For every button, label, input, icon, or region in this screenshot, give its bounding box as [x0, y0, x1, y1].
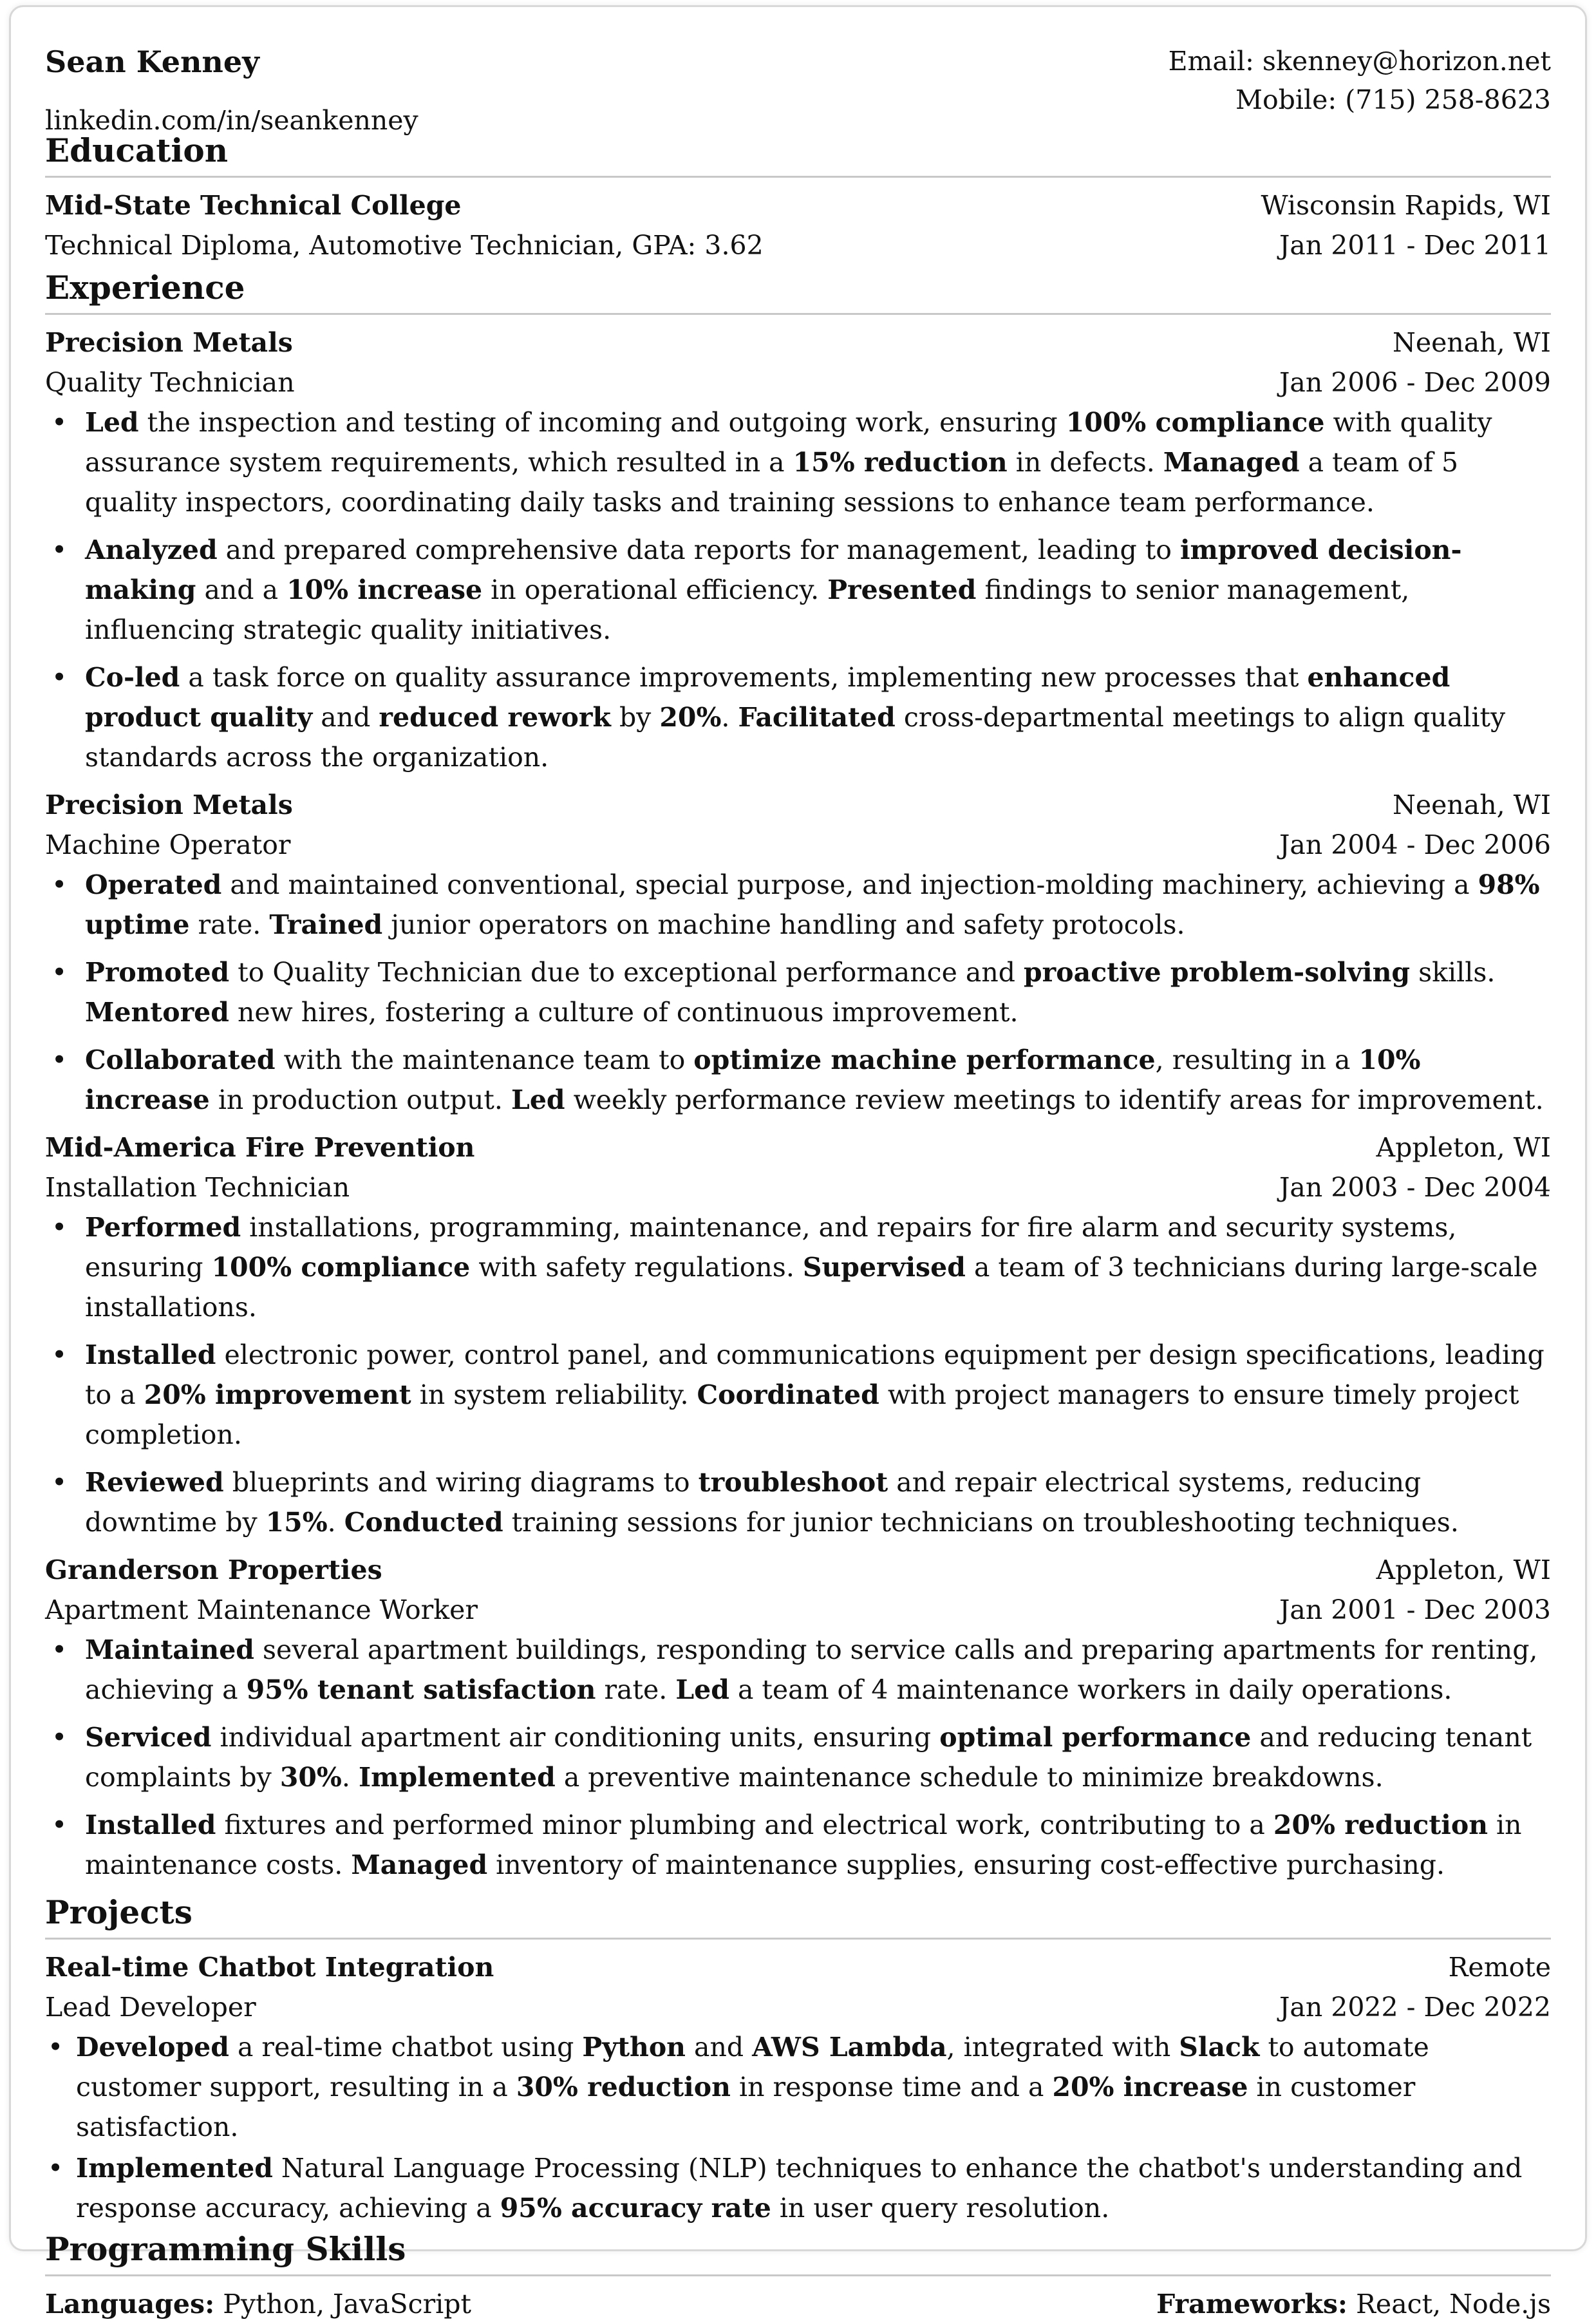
job-name: Mid-America Fire Prevention [45, 1132, 475, 1163]
project-location: Remote [1448, 1952, 1551, 1983]
bullet-text: skills. [1410, 957, 1496, 988]
bullet-item [76, 2148, 1551, 2228]
experience-section [45, 268, 1551, 1885]
bullet-text: the inspection and testing of incoming and outgoing work, ensuring [138, 407, 1066, 438]
bullet-text: and prepared comprehensive data reports for management, leading to [217, 534, 1180, 565]
bullet-emphasis: Led [85, 407, 139, 438]
contact-info [1169, 42, 1551, 119]
job-header-row [45, 1128, 1551, 1167]
job-dates: Jan 2003 - Dec 2004 [1279, 1172, 1551, 1203]
bullet-item [85, 952, 1551, 1032]
job-entry [45, 785, 1551, 1120]
bullet-text: in operational efficiency. [482, 574, 828, 605]
bullet-emphasis: Collaborated [85, 1044, 276, 1075]
bullet-emphasis: 20% increase [1052, 2072, 1248, 2102]
bullet-text: in customer satisfaction. [76, 2072, 1416, 2142]
project-role: Lead Developer [45, 1992, 256, 2023]
bullet-text: a real-time chatbot using [229, 2032, 583, 2063]
bullet-emphasis: AWS Lambda [752, 2032, 947, 2063]
bullet-emphasis: Mentored [85, 997, 229, 1028]
email-line[interactable]: Email: skenney@horizon.net [1168, 46, 1551, 77]
bullet-text: with project managers to ensure timely project completion. [85, 1379, 1519, 1450]
bullet-item [85, 530, 1551, 650]
resume-page [9, 5, 1587, 2319]
bullet-emphasis: Promoted [85, 957, 230, 988]
bullet-item [85, 1335, 1551, 1455]
bullet-text: and reducing tenant complaints by [85, 1722, 1532, 1793]
job-entry [45, 1550, 1551, 1885]
project-header-row [45, 1947, 1551, 1987]
bullet-emphasis: Python [582, 2032, 686, 2063]
bullet-emphasis: Led [675, 1674, 729, 1705]
project-dates: Jan 2022 - Dec 2022 [1279, 1992, 1551, 2023]
bullet-text: training sessions for junior technicians on troubleshooting techniques. [503, 1507, 1459, 1538]
experience-list [45, 323, 1551, 1885]
degree: Technical Diploma, Automotive Technician, GPA: 3.62 [45, 230, 764, 261]
bullet-item [85, 865, 1551, 945]
bullet-emphasis: Installed [85, 1339, 216, 1370]
education-row-2 [45, 225, 1551, 265]
bullet-text: and [312, 702, 379, 733]
job-name: Precision Metals [45, 789, 293, 820]
bullet-text: Natural Language Processing (NLP) techniques to enhance the chatbot's understanding and response accuracy, achieving a [76, 2153, 1523, 2224]
bullet-text: blueprints and wiring diagrams to [223, 1467, 699, 1498]
job-location: Appleton, WI [1376, 1554, 1551, 1585]
education-dates: Jan 2011 - Dec 2011 [1279, 230, 1551, 261]
education-heading: Education [45, 131, 1551, 178]
bullet-emphasis: Facilitated [738, 702, 896, 733]
bullet-text: fixtures and performed minor plumbing and electrical work, contributing to a [216, 1809, 1273, 1840]
bullet-text: . [327, 1507, 344, 1538]
bullet-emphasis: Coordinated [697, 1379, 879, 1410]
bullet-emphasis: improved decision-making [85, 534, 1462, 605]
bullet-emphasis: proactive problem-solving [1024, 957, 1411, 988]
job-dates: Jan 2006 - Dec 2009 [1279, 367, 1551, 398]
bullet-emphasis: 10% increase [85, 1044, 1421, 1115]
bullet-emphasis: 95% tenant satisfaction [246, 1674, 596, 1705]
school-location: Wisconsin Rapids, WI [1261, 190, 1551, 221]
bullet-emphasis: Installed [85, 1809, 216, 1840]
bullet-text: by [610, 702, 660, 733]
bullet-emphasis: 98% uptime [85, 869, 1540, 940]
bullet-item [85, 1805, 1551, 1885]
job-header-row [45, 785, 1551, 825]
bullet-text: rate. [596, 1674, 676, 1705]
bullet-text: in maintenance costs. [85, 1809, 1522, 1880]
education-section [45, 131, 1551, 265]
bullet-text: and repair electrical systems, reducing downtime by [85, 1467, 1422, 1538]
bullet-text: a preventive maintenance schedule to minimize breakdowns. [555, 1762, 1384, 1793]
bullet-text: in response time and a [730, 2072, 1053, 2102]
job-location: Appleton, WI [1376, 1132, 1551, 1163]
bullet-emphasis: Serviced [85, 1722, 212, 1753]
bullet-text: findings to senior management, influencing strategic quality initiatives. [85, 574, 1410, 645]
bullet-text: new hires, fostering a culture of continuous improvement. [229, 997, 1019, 1028]
bullet-text: to automate customer support, resulting in a [76, 2032, 1429, 2102]
bullet-emphasis: 30% reduction [516, 2072, 731, 2102]
job-name: Precision Metals [45, 327, 293, 358]
bullet-emphasis: Supervised [802, 1252, 966, 1283]
bullet-text: with the maintenance team to [275, 1044, 694, 1075]
bullet-text: in system reliability. [411, 1379, 697, 1410]
resume-header [45, 39, 1551, 136]
bullet-text: individual apartment air conditioning units, ensuring [211, 1722, 940, 1753]
bullet-text: with quality assurance system requirements, which resulted in a [85, 407, 1492, 478]
bullet-emphasis: 20% [659, 702, 722, 733]
bullet-emphasis: optimize machine performance [693, 1044, 1156, 1075]
projects-list [45, 1947, 1551, 2228]
bullet-emphasis: 20% reduction [1273, 1809, 1488, 1840]
job-role: Apartment Maintenance Worker [45, 1594, 478, 1625]
bullet-emphasis: Managed [351, 1849, 488, 1880]
bullet-text: in user query resolution. [771, 2193, 1110, 2224]
job-entry [45, 323, 1551, 777]
bullet-emphasis: Analyzed [85, 534, 218, 565]
bullet-text: a team of 4 maintenance workers in daily operations. [729, 1674, 1452, 1705]
bullet-emphasis: Slack [1179, 2032, 1260, 2063]
linkedin-link[interactable]: linkedin.com/in/seankenney [45, 105, 418, 136]
bullet-text: . [721, 702, 738, 733]
bullet-emphasis: 10% increase [286, 574, 483, 605]
bullet-emphasis: Operated [85, 869, 222, 900]
bullet-emphasis: reduced rework [379, 702, 611, 733]
bullet-text: installations, programming, maintenance, and repairs for fire alarm and security systems, ensuring [85, 1212, 1457, 1283]
bullet-emphasis: enhanced product quality [85, 662, 1450, 733]
job-role-row [45, 1590, 1551, 1630]
bullet-emphasis: 100% compliance [211, 1252, 471, 1283]
job-dates: Jan 2004 - Dec 2006 [1279, 829, 1551, 860]
job-bullets [45, 1207, 1551, 1542]
bullet-emphasis: Presented [827, 574, 977, 605]
bullet-emphasis: 100% compliance [1066, 407, 1325, 438]
bullet-text: several apartment buildings, responding to service calls and preparing apartments for renting, achieving a [85, 1634, 1538, 1705]
languages-label: Languages: [45, 2289, 215, 2319]
frameworks-label: Frameworks: [1156, 2289, 1348, 2319]
bullet-emphasis: Led [511, 1084, 565, 1115]
bullet-text: a team of 3 technicians during large-scale installations. [85, 1252, 1538, 1323]
job-location: Neenah, WI [1392, 789, 1551, 820]
bullet-emphasis: Maintained [85, 1634, 254, 1665]
bullet-item [85, 402, 1551, 522]
bullet-text: and [685, 2032, 753, 2063]
bullet-emphasis: Reviewed [85, 1467, 224, 1498]
bullet-text: a team of 5 quality inspectors, coordinating daily tasks and training sessions to enhance team performance. [85, 447, 1459, 518]
job-location: Neenah, WI [1392, 327, 1551, 358]
bullet-emphasis: Implemented [358, 1762, 556, 1793]
project-name: Real-time Chatbot Integration [45, 1952, 494, 1983]
bullet-item [85, 1462, 1551, 1542]
bullet-emphasis: Conducted [344, 1507, 503, 1538]
job-bullets [45, 865, 1551, 1120]
job-role: Installation Technician [45, 1172, 350, 1203]
bullet-text: inventory of maintenance supplies, ensuring cost-effective purchasing. [487, 1849, 1445, 1880]
bullet-item [76, 2027, 1551, 2147]
bullet-text: to Quality Technician due to exceptional performance and [229, 957, 1024, 988]
school-name: Mid-State Technical College [45, 190, 462, 221]
bullet-emphasis: 15% reduction [793, 447, 1008, 478]
bullet-emphasis: troubleshoot [698, 1467, 888, 1498]
skills-heading: Programming Skills [45, 2229, 1551, 2276]
job-role: Machine Operator [45, 829, 291, 860]
frameworks-skill [1156, 2284, 1551, 2324]
bullet-text: , resulting in a [1155, 1044, 1359, 1075]
job-dates: Jan 2001 - Dec 2003 [1279, 1594, 1551, 1625]
projects-section [45, 1893, 1551, 2228]
bullet-emphasis: optimal performance [939, 1722, 1252, 1753]
project-role-row [45, 1987, 1551, 2027]
education-row-1 [45, 185, 1551, 225]
projects-heading: Projects [45, 1893, 1551, 1940]
skills-section [45, 2229, 1551, 2324]
bullet-text: rate. [189, 909, 270, 940]
job-header-row [45, 1550, 1551, 1590]
languages-value: Python, JavaScript [214, 2289, 472, 2319]
bullet-text: in defects. [1007, 447, 1163, 478]
bullet-emphasis: Managed [1163, 447, 1300, 478]
job-name: Granderson Properties [45, 1554, 382, 1585]
job-role-row [45, 363, 1551, 402]
job-bullets [45, 402, 1551, 777]
job-role-row [45, 825, 1551, 865]
job-header-row [45, 323, 1551, 363]
bullet-text: electronic power, control panel, and communications equipment per design specifications, leading to a [85, 1339, 1544, 1410]
bullet-item [85, 1207, 1551, 1327]
bullet-text: and a [196, 574, 287, 605]
bullet-text: weekly performance review meetings to identify areas for improvement. [565, 1084, 1544, 1115]
job-entry [45, 1128, 1551, 1542]
bullet-emphasis: Trained [269, 909, 383, 940]
bullet-emphasis: 20% improvement [144, 1379, 411, 1410]
bullet-emphasis: Developed [76, 2032, 229, 2063]
project-entry [45, 1947, 1551, 2228]
bullet-emphasis: 30% [279, 1762, 342, 1793]
experience-heading: Experience [45, 268, 1551, 315]
languages-skill [45, 2284, 471, 2324]
bullet-text: in production output. [209, 1084, 511, 1115]
bullet-text: junior operators on machine handling and safety protocols. [382, 909, 1185, 940]
bullet-emphasis: Co-led [85, 662, 180, 693]
bullet-emphasis: Implemented [76, 2153, 273, 2184]
bullet-text: a task force on quality assurance improvements, implementing new processes that [180, 662, 1308, 693]
job-bullets [45, 1630, 1551, 1885]
candidate-name: Sean Kenney [45, 44, 259, 79]
bullet-emphasis: 95% accuracy rate [500, 2193, 771, 2224]
bullet-emphasis: Performed [85, 1212, 241, 1243]
job-role: Quality Technician [45, 367, 295, 398]
bullet-item [85, 1717, 1551, 1797]
bullet-text: and maintained conventional, special purpose, and injection-molding machinery, achieving a [221, 869, 1478, 900]
skills-row [45, 2284, 1551, 2324]
frameworks-value: React, Node.js [1347, 2289, 1551, 2319]
bullet-text: cross-departmental meetings to align quality standards across the organization. [85, 702, 1506, 773]
mobile-line: Mobile: (715) 258-8623 [1235, 84, 1551, 115]
bullet-item [85, 1040, 1551, 1120]
job-role-row [45, 1167, 1551, 1207]
project-bullets [45, 2027, 1551, 2228]
bullet-text: with safety regulations. [470, 1252, 803, 1283]
bullet-text: . [341, 1762, 359, 1793]
bullet-item [85, 657, 1551, 777]
bullet-emphasis: 15% [265, 1507, 328, 1538]
bullet-item [85, 1630, 1551, 1710]
bullet-text: , integrated with [946, 2032, 1179, 2063]
